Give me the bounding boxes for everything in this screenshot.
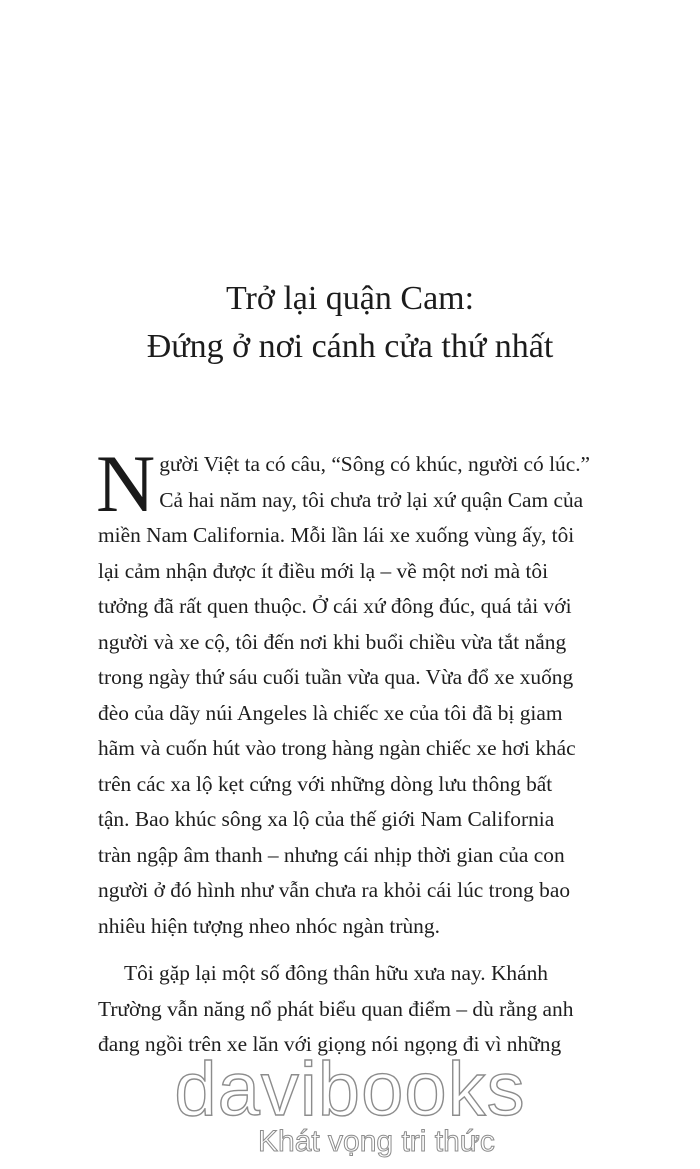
text-line: tưởng đã rất quen thuộc. Ở cái xứ đông đúc, quá tải với [98, 594, 572, 618]
paragraph-2 [98, 956, 623, 1063]
text-line: đang ngồi trên xe lăn với giọng nói ngọng đi vì những [98, 1032, 562, 1056]
chapter-title-line-2: Đứng ở nơi cánh cửa thứ nhất [146, 328, 554, 365]
watermark-tagline: Khát vọng tri thức [258, 1125, 495, 1158]
text-line: hãm và cuốn hút vào trong hàng ngàn chiếc xe hơi khác [98, 736, 576, 760]
text-line: đèo của dãy núi Angeles là chiếc xe của tôi đã bị giam [98, 700, 563, 725]
text-line: tận. Bao khúc sông xa lộ của thế giới Nam California [98, 807, 555, 831]
text-line: Trường vẫn năng nổ phát biểu quan điểm – dù rằng anh [98, 996, 574, 1021]
chapter-title-line-1: Trở lại quận Cam: [225, 280, 475, 317]
chapter-title [0, 275, 700, 371]
paragraph-1 [96, 438, 623, 944]
text-line: trên các xa lộ kẹt cứng với những dòng lưu thông bất [98, 771, 553, 796]
text-line: Cả hai năm nay, tôi chưa trở lại xứ quận Cam của [159, 487, 584, 512]
drop-cap: N [96, 438, 156, 529]
text-line: lại cảm nhận được ít điều mới lạ – về một nơi mà tôi [98, 558, 549, 583]
text-line: tràn ngập âm thanh – nhưng cái nhịp thời gian của con [98, 842, 565, 867]
text-line: trong ngày thứ sáu cuối tuần vừa qua. Vừa đổ xe xuống [98, 665, 574, 689]
watermark-brand: davibooks [174, 1047, 526, 1132]
text-line: người ở đó hình như vẫn chưa ra khỏi cái lúc trong bao [98, 878, 571, 902]
text-line: Tôi gặp lại một số đông thân hữu xưa nay. Khánh [124, 961, 548, 985]
text-line: nhiêu hiện tượng nheo nhóc ngàn trùng. [98, 913, 440, 938]
text-line: người và xe cộ, tôi đến nơi khi buổi chiều vừa tắt nắng [98, 629, 567, 654]
text-line: gười Việt ta có câu, “Sông có khúc, người có lúc.” [159, 452, 591, 476]
text-line: miền Nam California. Mỗi lần lái xe xuống vùng ấy, tôi [98, 523, 575, 547]
body-text [96, 438, 623, 1063]
